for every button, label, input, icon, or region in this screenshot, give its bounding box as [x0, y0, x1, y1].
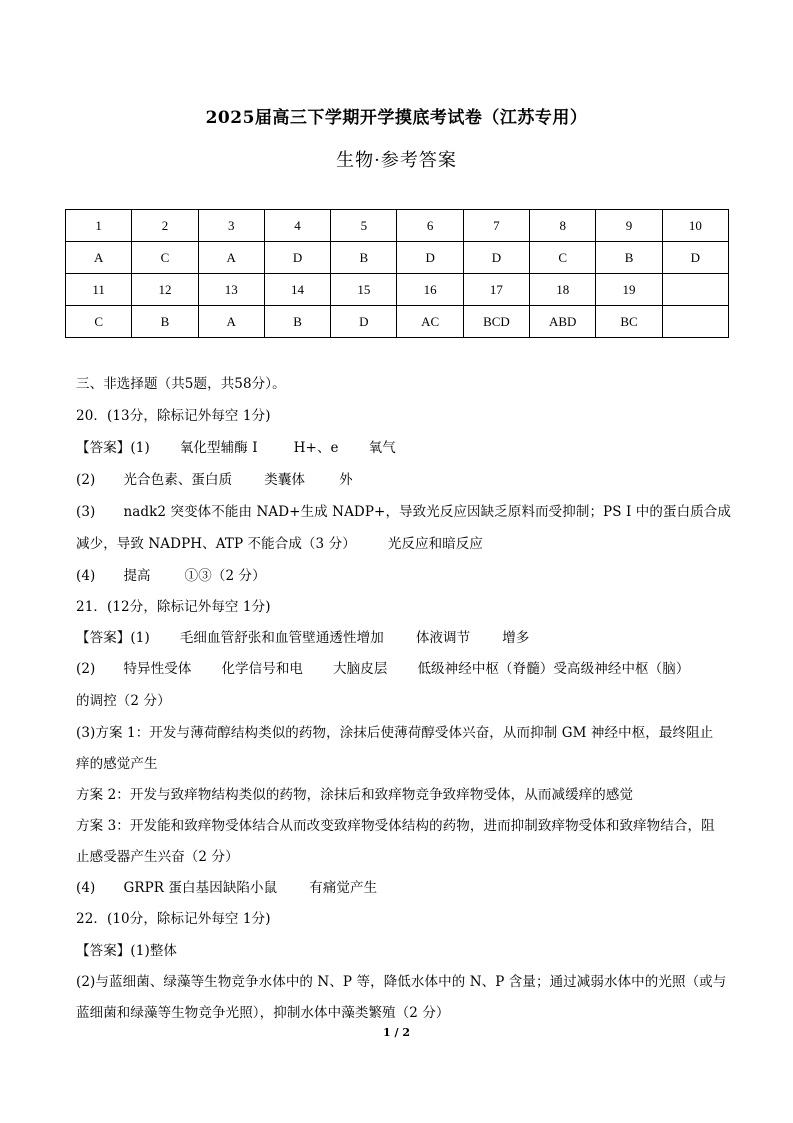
question-number-cell: 18 — [530, 274, 596, 306]
answer-blank: 大脑皮层 — [333, 661, 388, 677]
answer-table — [65, 209, 729, 338]
answer-cell: D — [331, 306, 397, 338]
answer-blank: GRPR 蛋白基因缺陷小鼠 — [123, 880, 278, 896]
answer-label: 【答案】(1) — [76, 440, 150, 456]
question-number-cell: 12 — [132, 274, 198, 306]
answer-row — [66, 306, 729, 338]
page-title: 2025届高三下学期开学摸底考试卷（江苏专用） — [205, 108, 588, 128]
q21-answer-line-4: (3)方案 1：开发与薄荷醇结构类似的药物，涂抹后使薄荷醇受体兴奋，从而抑制 GM 神经中枢，最终阻止 — [76, 725, 714, 741]
page-subtitle: 生物·参考答案 — [336, 150, 457, 171]
q20-heading: 20．(13分，除标记外每空 1分) — [76, 408, 271, 424]
q20-answer-line-1 — [76, 436, 396, 456]
q21-answer-line-7: 方案 3：开发能和致痒物受体结合从而改变致痒物受体结构的药物，进而抑制致痒物受体和致痒物结合，阻 — [76, 818, 715, 834]
answer-label: (4) — [76, 880, 96, 896]
answer-label: (2) — [76, 472, 96, 488]
answer-blank: 提高 — [123, 568, 151, 584]
answer-blank: 光合色素、蛋白质 — [123, 472, 233, 488]
q21-heading: 21．(12分，除标记外每空 1分) — [76, 599, 271, 615]
answer-blank: ①③（2 分） — [184, 568, 266, 584]
answer-cell: B — [596, 242, 662, 274]
answer-cell: B — [264, 306, 330, 338]
q21-answer-line-1 — [76, 626, 529, 646]
answer-blank: 氧化型辅酶 I — [179, 440, 258, 456]
answer-label: 【答案】(1) — [76, 630, 150, 646]
answer-label: (2) — [76, 661, 96, 677]
answer-blank: 化学信号和电 — [221, 661, 304, 677]
answer-row — [66, 242, 729, 274]
section-title: 三、非选择题（共5题，共58分）。 — [76, 376, 286, 392]
answer-cell: D — [397, 242, 463, 274]
question-number-cell: 9 — [596, 210, 662, 242]
question-number-cell: 3 — [198, 210, 264, 242]
answer-blank: 光反应和暗反应 — [387, 536, 484, 552]
question-number-cell: 11 — [66, 274, 132, 306]
answer-cell: A — [198, 306, 264, 338]
question-number-cell: 8 — [530, 210, 596, 242]
answer-cell: B — [132, 306, 198, 338]
answer-cell: D — [264, 242, 330, 274]
question-number-cell: 6 — [397, 210, 463, 242]
answer-blank: 氧气 — [368, 440, 396, 456]
answer-cell: ABD — [530, 306, 596, 338]
question-number-row — [66, 274, 729, 306]
question-number-cell: 19 — [596, 274, 662, 306]
answer-blank: 特异性受体 — [123, 661, 192, 677]
question-number-cell: 15 — [331, 274, 397, 306]
answer-cell: D — [662, 242, 728, 274]
q22-answer-line-2: (2)与蓝细菌、绿藻等生物竞争水体中的 N、P 等，降低水体中的 N、P 含量；通过减弱水体中的光照（或与 — [76, 974, 727, 990]
question-number-cell: 13 — [198, 274, 264, 306]
q20-answer-line-5 — [76, 564, 266, 584]
q20-answer-line-2 — [76, 468, 353, 488]
answer-cell: D — [463, 242, 529, 274]
q22-heading: 22．(10分，除标记外每空 1分) — [76, 911, 271, 927]
answer-cell: B — [331, 242, 397, 274]
q21-answer-line-5: 痒的感觉产生 — [76, 756, 158, 772]
question-number-cell: 14 — [264, 274, 330, 306]
q22-answer-line-1: 【答案】(1)整体 — [76, 943, 178, 959]
q22-answer-line-3: 蓝细菌和绿藻等生物竞争光照），抑制水体中藻类繁殖（2 分） — [76, 1005, 450, 1021]
q21-answer-line-6: 方案 2：开发与致痒物结构类似的药物，涂抹后和致痒物竞争致痒物受体，从而减缓痒的感觉 — [76, 787, 634, 803]
q21-answer-line-3: 的调控（2 分） — [76, 693, 171, 709]
answer-blank: 增多 — [502, 630, 530, 646]
answer-label: (4) — [76, 568, 96, 584]
question-number-cell — [662, 274, 728, 306]
question-number-cell: 5 — [331, 210, 397, 242]
answer-text: 减少，导致 NADPH、ATP 不能合成（3 分） — [76, 536, 356, 552]
answer-blank: 有痛觉产生 — [309, 880, 378, 896]
q21-answer-line-2 — [76, 657, 689, 677]
answer-label: (3) — [76, 504, 96, 520]
answer-cell: BC — [596, 306, 662, 338]
q21-answer-line-8: 止感受器产生兴奋（2 分） — [76, 849, 239, 865]
question-number-cell: 1 — [66, 210, 132, 242]
answer-cell: C — [530, 242, 596, 274]
question-number-cell: 7 — [463, 210, 529, 242]
answer-cell: C — [66, 306, 132, 338]
q20-answer-line-4 — [76, 532, 483, 552]
answer-blank: H+、e — [293, 440, 339, 456]
answer-blank: 类囊体 — [264, 472, 306, 488]
q21-answer-line-9 — [76, 876, 377, 896]
answer-cell — [662, 306, 728, 338]
answer-cell: AC — [397, 306, 463, 338]
question-number-cell: 17 — [463, 274, 529, 306]
answer-blank: 体液调节 — [415, 630, 471, 646]
question-number-row — [66, 210, 729, 242]
answer-text: nadk2 突变体不能由 NAD+生成 NADP+，导致光反应因缺乏原料而受抑制；PS I 中的蛋白质合成 — [123, 504, 731, 520]
answer-cell: A — [198, 242, 264, 274]
answer-cell: C — [132, 242, 198, 274]
question-number-cell: 4 — [264, 210, 330, 242]
page-number: 1 / 2 — [383, 1026, 410, 1039]
answer-blank: 外 — [339, 472, 353, 488]
question-number-cell: 16 — [397, 274, 463, 306]
question-number-cell: 10 — [662, 210, 728, 242]
answer-cell: A — [66, 242, 132, 274]
answer-blank: 低级神经中枢（脊髓）受高级神经中枢（脑） — [417, 661, 690, 677]
answer-cell: BCD — [463, 306, 529, 338]
q20-answer-line-3 — [76, 500, 731, 520]
answer-blank: 毛细血管舒张和血管壁通透性增加 — [179, 630, 384, 646]
question-number-cell: 2 — [132, 210, 198, 242]
